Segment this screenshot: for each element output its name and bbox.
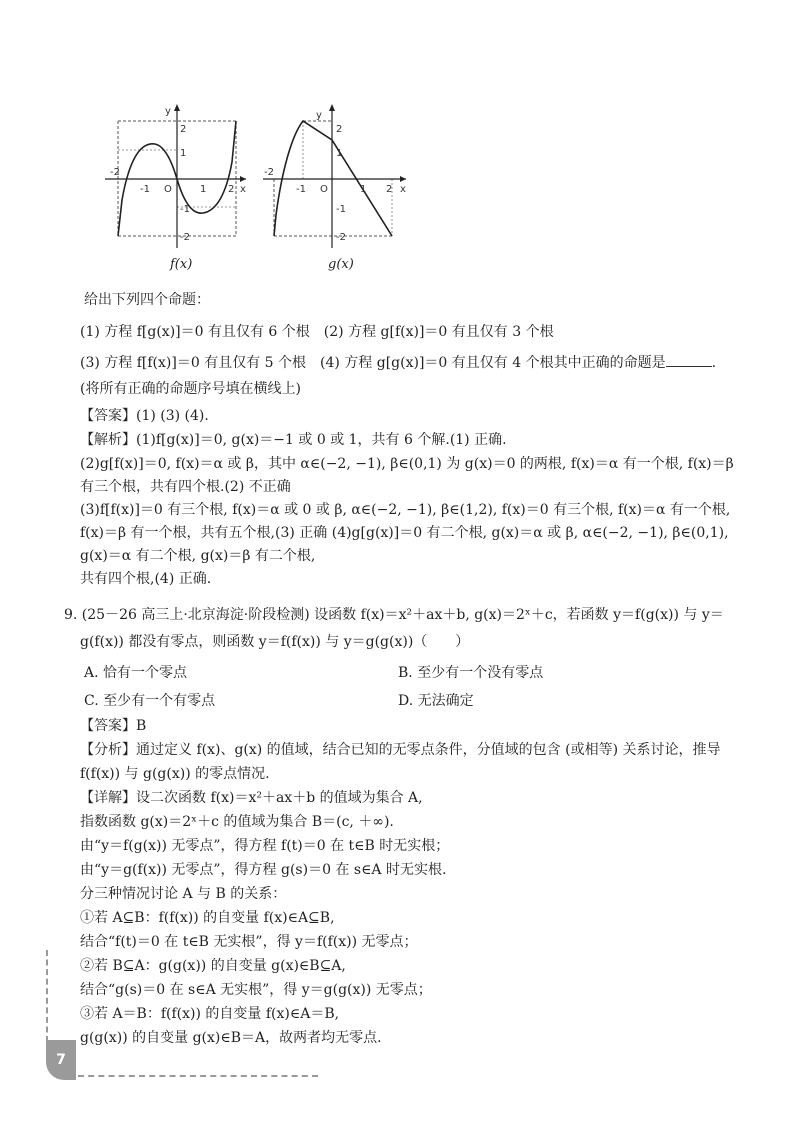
q9-stem-2: g(f(x)) 都没有零点，则函数 y＝f(f(x)) 与 y＝g(g(x))（ ） bbox=[80, 634, 470, 650]
answer-blank bbox=[666, 352, 712, 367]
graph-f bbox=[100, 100, 250, 250]
q8-propositions-2-end: . bbox=[711, 355, 717, 371]
f-xtick-1: 1 bbox=[200, 184, 207, 195]
footer-dashed-line bbox=[78, 1075, 318, 1077]
q8-analysis-line: 有三个根，共有四个根.(2) 不正确 bbox=[80, 479, 291, 495]
q9-detail-line: g(g(x)) 的自变量 g(x)∈B＝A，故两者均无零点. bbox=[80, 1030, 382, 1046]
g-ytick-neg1: -1 bbox=[336, 204, 346, 215]
q9-detail-line: ②若 B⊆A：g(g(x)) 的自变量 g(x)∈B⊆A, bbox=[80, 958, 346, 974]
q8-propositions-2-text: (3) 方程 f[f(x)]＝0 有且仅有 5 个根 (4) 方程 g[g(x)]＝0 有且仅有 4 个根其中正确的命题是 bbox=[80, 355, 666, 371]
f-xtick-2: 2 bbox=[228, 184, 235, 195]
f-ytick-2: 2 bbox=[180, 124, 187, 135]
q8-answer: 【答案】(1) (3) (4). bbox=[80, 408, 209, 424]
f-x-label: x bbox=[240, 184, 246, 195]
g-ytick-1: 1 bbox=[336, 148, 343, 159]
f-caption: f(x) bbox=[170, 257, 193, 272]
g-xtick-2: 2 bbox=[386, 184, 393, 195]
q9-detail-line: 【详解】设二次函数 f(x)＝x²＋ax＋b 的值域为集合 A, bbox=[80, 790, 423, 806]
q9-analysis-line: 【分析】通过定义 f(x)、g(x) 的值域，结合已知的无零点条件，分值域的包含 (或相等) 关系讨论，推导 bbox=[80, 742, 721, 758]
q9-detail-line: ①若 A⊆B：f(f(x)) 的自变量 f(x)∈A⊆B, bbox=[80, 910, 335, 926]
page-number: 7 bbox=[46, 1040, 76, 1080]
q8-analysis-line: f(x)＝β 有一个根，共有五个根,(3) 正确 (4)g[g(x)]＝0 有二个根, g(x)＝α 或 β, α∈(−2, −1), β∈(0,1), bbox=[80, 525, 729, 541]
q9-detail-line: 由“y＝g(f(x)) 无零点”，得方程 g(s)＝0 在 s∈A 时无实根. bbox=[80, 862, 447, 878]
g-x-label: x bbox=[400, 184, 406, 195]
f-ytick-neg2: -2 bbox=[180, 232, 190, 243]
q8-analysis-line: 共有四个根,(4) 正确. bbox=[80, 571, 212, 587]
g-caption: g(x) bbox=[328, 257, 354, 272]
g-y-label: y bbox=[316, 110, 322, 121]
q9-stem-1: 9. (25－26 高三上·北京海淀·阶段检测) 设函数 f(x)＝x²＋ax＋b, g(x)＝2ˣ＋c，若函数 y＝f(g(x)) 与 y＝ bbox=[64, 607, 724, 623]
q9-option-b: B. 至少有一个没有零点 bbox=[398, 665, 544, 681]
q8-propositions-1: (1) 方程 f[g(x)]＝0 有且仅有 6 个根 (2) 方程 g[f(x)]＝0 有且仅有 3 个根 bbox=[80, 324, 554, 340]
g-origin: O bbox=[320, 184, 328, 195]
q9-analysis-line: f(f(x)) 与 g(g(x)) 的零点情况. bbox=[80, 766, 270, 782]
q8-note: (将所有正确的命题序号填在横线上) bbox=[80, 381, 301, 397]
q8-intro: 给出下列四个命题： bbox=[84, 292, 210, 308]
q9-detail-line: 结合“g(s)＝0 在 s∈A 无实根”，得 y＝g(g(x)) 无零点； bbox=[80, 982, 432, 998]
q9-answer: 【答案】B bbox=[80, 718, 147, 734]
q8-analysis-line: 【解析】(1)f[g(x)]＝0, g(x)＝−1 或 0 或 1，共有 6 个解.(1) 正确. bbox=[80, 432, 507, 448]
g-ytick-2: 2 bbox=[336, 124, 343, 135]
q9-detail-line: 指数函数 g(x)＝2ˣ＋c 的值域为集合 B＝(c, ＋∞). bbox=[80, 814, 394, 830]
f-xtick-neg2: -2 bbox=[110, 167, 120, 178]
q8-propositions-2 bbox=[80, 352, 716, 373]
q9-detail-line: 分三种情况讨论 A 与 B 的关系： bbox=[80, 886, 287, 902]
q9-option-d: D. 无法确定 bbox=[398, 693, 474, 709]
f-xtick-neg1: -1 bbox=[140, 184, 150, 195]
margin-dashed-line bbox=[46, 950, 48, 1042]
q9-detail-line: ③若 A＝B：f(f(x)) 的自变量 f(x)∈A＝B, bbox=[80, 1006, 340, 1022]
g-xtick-neg2: -2 bbox=[264, 167, 274, 178]
q9-option-a: A. 恰有一个零点 bbox=[84, 665, 188, 681]
q8-analysis-line: g(x)＝α 有二个根, g(x)＝β 有二个根, bbox=[80, 548, 316, 564]
q8-analysis-line: (2)g[f(x)]＝0, f(x)＝α 或 β，其中 α∈(−2, −1), β∈(0,1) 为 g(x)＝0 的两根, f(x)＝α 有一个根, f(x)＝β bbox=[80, 456, 734, 472]
f-origin: O bbox=[164, 184, 172, 195]
g-xtick-neg1: -1 bbox=[296, 184, 306, 195]
graph-g bbox=[260, 100, 410, 250]
g-ytick-neg2: -2 bbox=[336, 232, 346, 243]
q8-analysis-line: (3)f[f(x)]＝0 有三个根, f(x)＝α 或 0 或 β, α∈(−2, −1), β∈(1,2), f(x)＝0 有三个根, f(x)＝α 有一个根, bbox=[80, 502, 731, 518]
f-ytick-1: 1 bbox=[180, 148, 187, 159]
g-xtick-1: 1 bbox=[360, 184, 367, 195]
f-ytick-neg1: -1 bbox=[180, 204, 190, 215]
q9-detail-line: 结合“f(t)＝0 在 t∈B 无实根”，得 y＝f(f(x)) 无零点； bbox=[80, 934, 418, 950]
q9-detail-line: 由“y＝f(g(x)) 无零点”，得方程 f(t)＝0 在 t∈B 时无实根； bbox=[80, 838, 450, 854]
q9-option-c: C. 至少有一个有零点 bbox=[84, 693, 216, 709]
f-y-label: y bbox=[165, 106, 171, 117]
